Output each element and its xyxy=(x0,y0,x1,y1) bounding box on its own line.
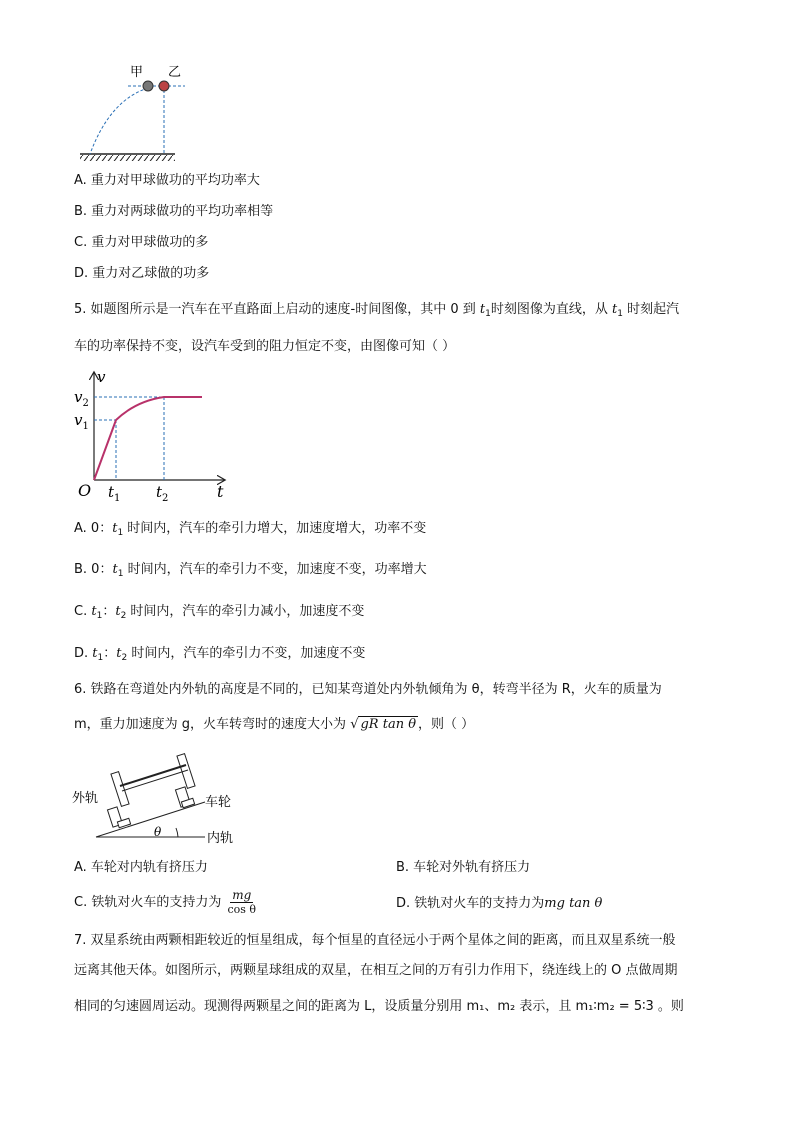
figure-projectile xyxy=(70,60,190,160)
v2-label: $v_2$ xyxy=(74,388,89,409)
v1-label: $v_1$ xyxy=(74,411,89,432)
label-theta: θ xyxy=(154,825,162,839)
q7-line-2: 远离其他天体。如图所示，两颗星球组成的双星，在相互之间的万有引力作用下，绕连线上的 O 点做周期 xyxy=(74,963,678,978)
axis-t-label: t xyxy=(217,482,224,501)
q5-option-b[interactable]: B. 0：$t_1$ 时间内，汽车的牵引力不变，加速度不变，功率增大 xyxy=(74,562,427,579)
railway-figure xyxy=(70,752,250,852)
fraction: $\frac{mg}{\text{cos θ}}$ xyxy=(227,888,257,916)
origin-label: O xyxy=(78,481,92,500)
q7-line-1: 7. 双星系统由两颗相距较近的恒星组成，每个恒星的直径远小于两个星体之间的距离，而且双星系统一般 xyxy=(74,933,676,948)
q6-option-c[interactable]: C. 铁轨对火车的支持力为 $\frac{mg}{\text{cos θ}}$ xyxy=(74,888,257,916)
sqrt-expression: gR tan θ xyxy=(360,717,417,732)
velocity-time-graph xyxy=(74,365,234,504)
q5-stem-line-2: 车的功率保持不变，设汽车受到的阻力恒定不变，由图像可知（ ） xyxy=(74,339,456,354)
q5-option-d[interactable]: D. $t_1$：$t_2$ 时间内，汽车的牵引力不变，加速度不变 xyxy=(74,646,366,663)
q5-stem-line-1: 5. 如题图所示是一汽车在平直路面上启动的速度-时间图像，其中 0 到 $t_1$时刻图像为直线，从 $t_1$ 时刻起汽 xyxy=(74,302,680,319)
q6-option-a[interactable]: A. 车轮对内轨有挤压力 xyxy=(74,860,208,875)
label-inner-rail: 内轨 xyxy=(207,831,234,846)
t1-label: $t_1$ xyxy=(108,483,121,504)
label-jia: 甲 xyxy=(130,65,144,80)
q4-option-b[interactable]: B. 重力对两球做功的平均功率相等 xyxy=(74,204,274,219)
q4-option-a[interactable]: A. 重力对甲球做功的平均功率大 xyxy=(74,173,260,188)
axis-v-label: v xyxy=(97,368,106,386)
q6-stem-line-2: m，重力加速度为 g，火车转弯时的速度大小为 √ gR tan θ ，则（ ） xyxy=(74,717,475,732)
label-yi: 乙 xyxy=(168,65,182,80)
q6-option-d[interactable]: D. 铁轨对火车的支持力为mg tan θ xyxy=(396,896,603,911)
q4-option-c[interactable]: C. 重力对甲球做功的多 xyxy=(74,235,209,250)
q5-option-c[interactable]: C. $t_1$：$t_2$ 时间内，汽车的牵引力减小，加速度不变 xyxy=(74,604,365,621)
q4-option-d[interactable]: D. 重力对乙球做的功多 xyxy=(74,266,210,281)
q6-stem-line-1: 6. 铁路在弯道处内外轨的高度是不同的，已知某弯道处内外轨倾角为 θ，转弯半径为 R，火车的质量为 xyxy=(74,682,662,697)
q7-line-3: 相同的匀速圆周运动。现测得两颗星之间的距离为 L，设质量分别用 m₁、m₂ 表示，且 m₁∶m₂ = 5∶3 。则 xyxy=(74,999,684,1014)
q6-option-b[interactable]: B. 车轮对外轨有挤压力 xyxy=(396,860,531,875)
t2-label: $t_2$ xyxy=(156,483,169,504)
label-wheel: 车轮 xyxy=(205,795,232,810)
label-outer-rail: 外轨 xyxy=(72,791,99,806)
q5-option-a[interactable]: A. 0：$t_1$ 时间内，汽车的牵引力增大，加速度增大，功率不变 xyxy=(74,521,427,538)
